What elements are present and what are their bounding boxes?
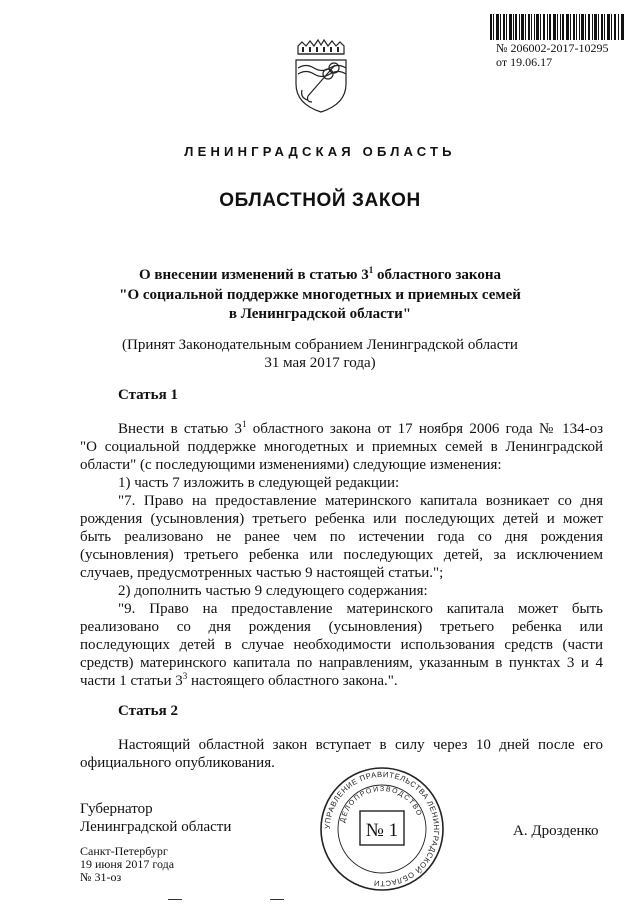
part-7-line-2: рождения (усыновления) третьего ребенка или последующих детей и может bbox=[80, 511, 603, 527]
leningrad-oblast-coat-of-arms-icon bbox=[290, 38, 352, 114]
barcode-icon bbox=[490, 14, 624, 40]
part-9-line-2: реализовано со дня рождения (усыновления) третьего ребенка или bbox=[80, 619, 603, 635]
svg-text:УПРАВЛЕНИЕ ПРАВИТЕЛЬСТВА ЛЕНИН: УПРАВЛЕНИЕ ПРАВИТЕЛЬСТВА ЛЕНИНГРАДСКОЙ ОБЛАСТИ bbox=[322, 769, 442, 889]
article-2-line-1: Настоящий областной закон вступает в силу через 10 дней после его bbox=[118, 737, 603, 753]
document-type: ОБЛАСТНОЙ ЗАКОН bbox=[219, 190, 421, 211]
svg-text:ДЕЛОПРОИЗВОДСТВО: ДЕЛОПРОИЗВОДСТВО bbox=[339, 785, 423, 824]
part-9-line-5: части 1 статьи $3^3$ настоящего областного закона.". bbox=[80, 671, 398, 689]
article-1-intro-line-2: "О социальной поддержке многодетных и приемных семей в Ленинградской bbox=[80, 439, 603, 455]
signatory-position-line-2: Ленинградской области bbox=[80, 819, 232, 835]
signing-date: 19 июня 2017 года bbox=[80, 857, 175, 871]
page-edge-mark bbox=[168, 899, 182, 900]
title-line-3: в Ленинградской области" bbox=[228, 306, 412, 322]
signatory-name: А. Дрозденко bbox=[513, 823, 599, 839]
article-1-item-1: 1) часть 7 изложить в следующей редакции: bbox=[118, 475, 400, 491]
part-9-line-1: "9. Право на предоставление материнского капитала может быть bbox=[118, 601, 603, 617]
title-line-1: О внесении изменений в статью $3^1$ областного закона bbox=[139, 265, 501, 283]
law-number: № 31-оз bbox=[80, 870, 122, 884]
registration-date: от 19.06.17 bbox=[496, 55, 553, 69]
article-1-heading: Статья 1 bbox=[118, 387, 178, 403]
adoption-note-line-1: (Принят Законодательным собранием Ленинградской области bbox=[122, 337, 518, 353]
signing-place: Санкт-Петербург bbox=[80, 844, 168, 858]
part-7-line-4: (усыновления) третьего ребенка или последующих детей, за исключением bbox=[80, 547, 603, 563]
article-1-intro-line-1: Внести в статью $3^1$ областного закона от 17 ноября 2006 года № 134-оз bbox=[118, 419, 603, 437]
adoption-note-line-2: 31 мая 2017 года) bbox=[264, 355, 376, 371]
title-line-2: "О социальной поддержке многодетных и приемных семей bbox=[119, 287, 521, 303]
article-2-heading: Статья 2 bbox=[118, 703, 178, 719]
article-1-item-2: 2) дополнить частью 9 следующего содержания: bbox=[118, 583, 428, 599]
part-7-line-1: "7. Право на предоставление материнского капитала возникает со дня bbox=[118, 493, 603, 509]
office-stamp-icon bbox=[318, 766, 446, 892]
part-7-line-5: случаев, предусмотренных частью 9 настоящей статьи."; bbox=[80, 565, 444, 581]
part-9-line-3: последующих детей в случае необходимости использования средств (части bbox=[80, 637, 603, 653]
part-9-line-4: средств) материнского капитала по направлениям, указанным в пунктах 3 и 4 bbox=[80, 655, 603, 671]
signatory-position-line-1: Губернатор bbox=[80, 801, 153, 817]
article-2-line-2: официального опубликования. bbox=[80, 755, 275, 771]
registration-number: № 206002-2017-10295 bbox=[496, 41, 609, 55]
page-edge-mark bbox=[270, 899, 284, 900]
article-1-intro-line-3: области" (с последующими изменениями) следующие изменения: bbox=[80, 457, 502, 473]
region-name: ЛЕНИНГРАДСКАЯ ОБЛАСТЬ bbox=[184, 144, 456, 159]
part-7-line-3: быть реализовано не ранее чем по истечении года со дня рождения bbox=[80, 529, 603, 545]
svg-text:№ 1: № 1 bbox=[365, 820, 399, 841]
